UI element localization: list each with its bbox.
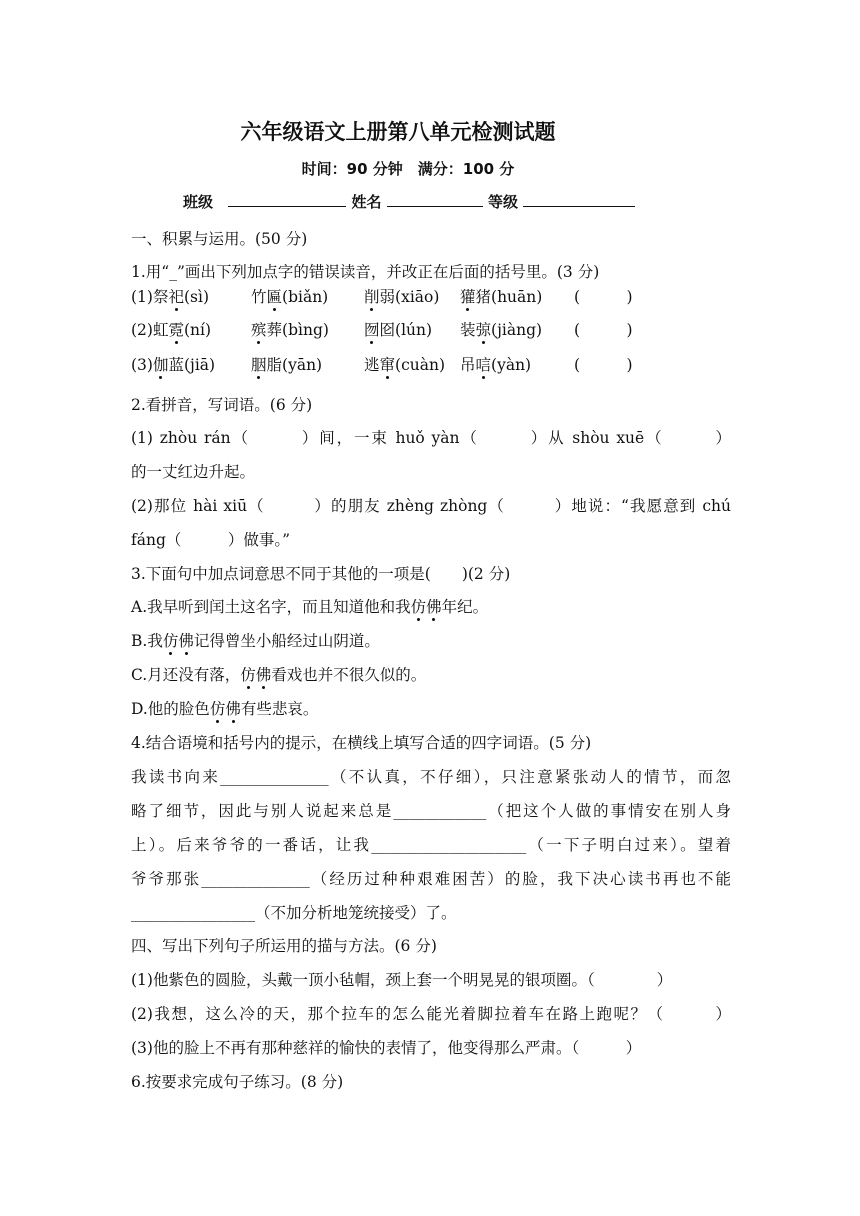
question-3-option[interactable]	[131, 597, 488, 617]
pinyin-reading: (jiàng)	[491, 321, 543, 339]
pinyin-reading: (cuàn)	[395, 356, 446, 374]
option-text: 年纪。	[441, 598, 489, 616]
question-5-line: (3)他的脸上不再有那种慈祥的愉快的表情了，他变得那么严肃。（ ）	[131, 1039, 642, 1057]
word-char: 虹	[152, 321, 169, 339]
pinyin-reading: (lún)	[395, 321, 433, 339]
pinyin-item	[460, 320, 542, 340]
question-2-line: 的一丈红边升起。	[131, 463, 256, 481]
dotted-char: 佛	[225, 700, 241, 718]
pinyin-reading: (biǎn)	[282, 288, 329, 306]
option-text: A.我早听到闰土这名字，而且知道他和我	[131, 598, 411, 616]
question-5-stem: 四、写出下列句子所运用的描与方法。(6 分)	[131, 937, 437, 955]
dotted-char: 囫	[364, 321, 380, 339]
question-1-stem: 1.用“_”画出下列加点字的错误读音，并改正在后面的括号里。(3 分)	[131, 263, 600, 281]
item-number: (2)	[131, 321, 153, 339]
word-char: 弱	[379, 288, 396, 306]
question-4-stem: 4.结合语境和括号内的提示，在横线上填写合适的四字词语。(5 分)	[131, 734, 592, 752]
dotted-char: 伽	[152, 356, 169, 374]
dotted-word	[411, 598, 442, 616]
pinyin-reading: (huān)	[491, 288, 543, 306]
pinyin-item	[131, 355, 215, 375]
pinyin-reading: (xiāo)	[395, 288, 440, 306]
pinyin-item	[251, 355, 322, 375]
pinyin-reading: (yān)	[282, 356, 323, 374]
word-char: 祭	[152, 288, 169, 306]
word-char: 囵	[379, 321, 396, 339]
section-heading: 一、积累与运用。(50 分)	[131, 230, 308, 248]
question-2-line: (2)那位 hài xiū（ ）的朋友 zhèng zhòng（ ）地说：“我愿意到 chú	[131, 497, 731, 515]
question-5-line: (2)我想，这么冷的天，那个拉车的怎么能光着脚拉着车在路上跑呢？（ ）	[131, 1005, 731, 1023]
pinyin-item	[131, 287, 209, 307]
pinyin-item	[364, 287, 439, 307]
item-number: (3)	[131, 356, 153, 374]
dotted-char: 胭	[251, 356, 267, 374]
question-3-option[interactable]	[131, 699, 318, 719]
question-3-stem: 3.下面句中加点词意思不同于其他的一项是( )(2 分)	[131, 565, 511, 583]
pinyin-item	[364, 355, 445, 375]
dotted-char: 仿	[410, 598, 427, 616]
dotted-word	[210, 700, 241, 718]
dotted-char: 獾	[460, 288, 476, 306]
option-text: 记得曾坐小船经过山阴道。	[193, 632, 380, 650]
question-5-line: (1)他紫色的圆脸，头戴一顶小毡帽，颈上套一个明晃晃的银项圈。（ ）	[131, 971, 673, 989]
word-char: 竹	[251, 288, 267, 306]
question-3-option[interactable]	[131, 665, 426, 685]
pinyin-reading: (ní)	[184, 321, 212, 339]
dotted-char: 削	[364, 288, 380, 306]
class-blank[interactable]	[228, 192, 346, 207]
pinyin-reading: (yàn)	[491, 356, 532, 374]
pinyin-item	[251, 320, 329, 340]
dotted-word	[240, 666, 271, 684]
class-label: 班级	[183, 193, 214, 211]
pinyin-item	[460, 355, 531, 375]
pinyin-item	[364, 320, 432, 340]
option-text: 看戏也并不很久似的。	[271, 666, 427, 684]
dotted-char: 佛	[426, 598, 442, 616]
pinyin-item	[251, 287, 328, 307]
dotted-char: 仿	[162, 632, 179, 650]
word-char: 脂	[266, 356, 283, 374]
dotted-char: 仿	[240, 666, 256, 684]
dotted-char: 唁	[475, 356, 492, 374]
dotted-char: 霓	[168, 321, 184, 339]
dotted-char: 祀	[168, 288, 184, 306]
word-char: 蓝	[168, 356, 184, 374]
answer-parentheses[interactable]: ( )	[574, 321, 633, 339]
name-label: 姓名	[351, 193, 382, 211]
student-info-line	[183, 191, 635, 212]
grade-label: 等级	[487, 193, 518, 211]
word-char: 装	[460, 321, 476, 339]
option-text: D.他的脸色	[131, 700, 210, 718]
option-text: 有些悲哀。	[240, 700, 319, 718]
word-char: 葬	[266, 321, 283, 339]
word-char: 吊	[460, 356, 476, 374]
grade-blank[interactable]	[523, 192, 635, 207]
pinyin-item	[460, 287, 542, 307]
word-char: 猪	[475, 288, 492, 306]
question-2-stem: 2.看拼音，写词语。(6 分)	[131, 396, 313, 414]
dotted-char: 殡	[251, 321, 267, 339]
dotted-char: 佛	[255, 666, 272, 684]
dotted-char: 窜	[379, 356, 396, 374]
dotted-char: 弶	[475, 321, 492, 339]
name-blank[interactable]	[387, 192, 483, 207]
item-number: (1)	[131, 288, 153, 306]
page-title: 六年级语文上册第八单元检测试题	[240, 120, 556, 144]
word-char: 逃	[364, 356, 380, 374]
option-text: B.我	[131, 632, 163, 650]
question-4-line: ________________（不加分析地笼统接受）了。	[131, 904, 457, 922]
pinyin-reading: (jiā)	[184, 356, 216, 374]
question-4-line: 上）。后来爷爷的一番话，让我____________________（一下子明白过来）。望着	[131, 836, 731, 854]
pinyin-reading: (sì)	[184, 288, 210, 306]
answer-parentheses[interactable]: ( )	[574, 356, 633, 374]
question-3-option[interactable]	[131, 631, 380, 651]
question-6-stem: 6.按要求完成句子练习。(8 分)	[131, 1073, 344, 1091]
dotted-char: 仿	[209, 700, 226, 718]
dotted-char: 匾	[266, 288, 283, 306]
exam-time-score: 时间：90 分钟 满分：100 分	[301, 160, 515, 178]
question-2-line: fáng（ ）做事。”	[131, 531, 291, 549]
option-text: C.月还没有落，	[131, 666, 241, 684]
question-4-line: 我读书向来______________（不认真，不仔细），只注意紧张动人的情节，而忽	[131, 768, 731, 786]
question-4-line: 略了细节，因此与别人说起来总是____________（把这个人做的事情安在别人身	[131, 802, 731, 820]
pinyin-item	[131, 320, 211, 340]
pinyin-reading: (bìng)	[282, 321, 329, 339]
question-4-line: 爷爷那张______________（经历过种种艰难困苦）的脸，我下决心读书再也不能	[131, 870, 731, 888]
question-2-line: (1) zhòu rán（ ）间，一束 huǒ yàn（ ）从 shòu xuē（ ）	[131, 429, 731, 447]
dotted-word	[163, 632, 194, 650]
dotted-char: 佛	[178, 632, 194, 650]
answer-parentheses[interactable]: ( )	[574, 288, 633, 306]
